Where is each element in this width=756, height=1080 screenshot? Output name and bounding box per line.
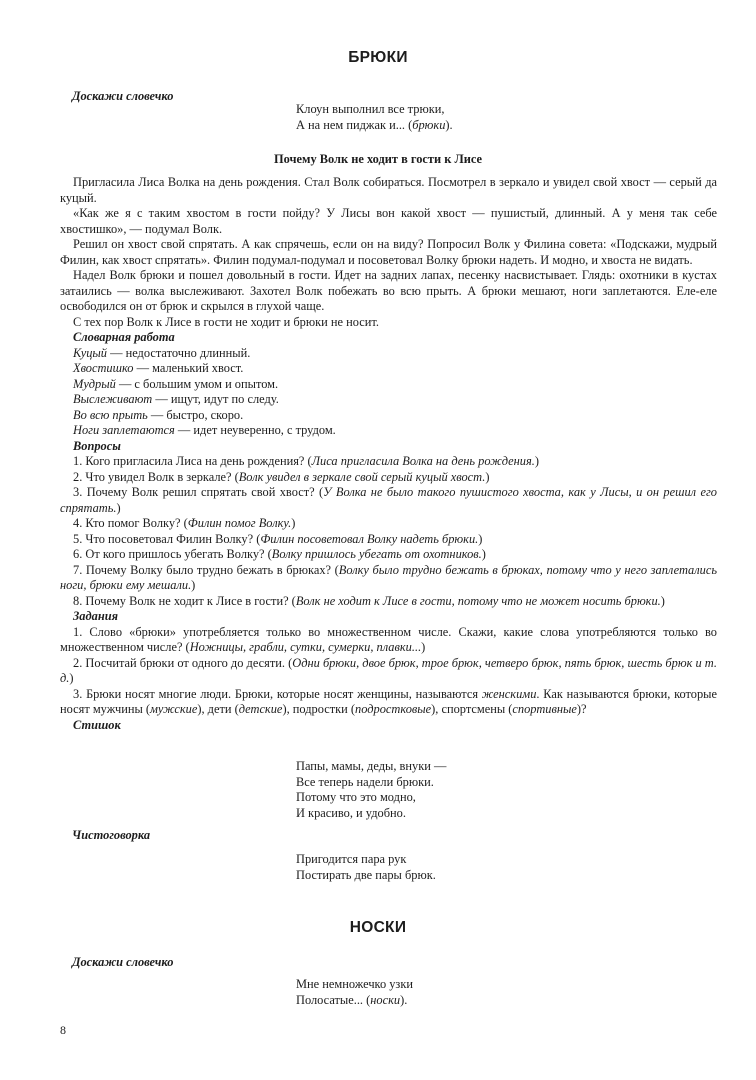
story-paragraph: Пригласила Лиса Волка на день рождения. Стал Волк собираться. Посмотрел в зеркало и увидел свой хвост — серый да куцый. [60, 175, 717, 205]
tasks-heading: Задания [73, 609, 118, 623]
section-title-bryuki: БРЮКИ [348, 49, 408, 66]
poem-line: Папы, мамы, деды, внуки — [296, 759, 447, 773]
riddle-line: Клоун выполнил все трюки, [296, 102, 445, 116]
section-title-noski: НОСКИ [349, 919, 407, 936]
story-body [60, 175, 717, 733]
story-paragraph: Решил он хвост свой спрятать. А как спрячешь, если он на виду? Попросил Волк у Филина совета: «Подскажи, мудрый Филин, как хвост спрятать». Филин подумал-подумал и посоветовал Волку брюки надеть. И модно, и хвоста не видать. [60, 237, 717, 267]
vocab-item: Выслеживают — ищут, идут по следу. [73, 392, 279, 406]
questions-heading: Вопросы [73, 438, 121, 453]
riddle-bryuki [296, 102, 453, 133]
poem-line: Потому что это модно, [296, 790, 416, 804]
tongue-twister [296, 852, 436, 883]
story-title: Почему Волк не ходит в гости к Лисе [274, 152, 482, 166]
riddle-noski [296, 977, 413, 1008]
vocab-item: Во всю прыть — быстро, скоро. [73, 407, 244, 422]
story-paragraph: Надел Волк брюки и пошел довольный в гости. Идет на задних лапах, песенку насвистывает. Глядь: охотники в кустах затаились — волка выслеживают. Захотел Волк побежать во всю прыть. А брюки мешают, ноги заплетаются. Еле-еле освободился он от брюк и скрылся в глухой чаще. [60, 268, 717, 313]
question-item: 2. Что увидел Волк в зеркале? (Волк увидел в зеркале свой серый куцый хвост.) [73, 469, 490, 484]
riddle-line: Мне немножечко узки [296, 977, 413, 991]
poem-line: Все теперь надели брюки. [296, 774, 434, 789]
twister-line: Постирать две пары брюк. [296, 867, 436, 882]
poem-heading: Стишок [73, 717, 121, 732]
twister-line: Пригодится пара рук [296, 852, 407, 866]
story-paragraph: «Как же я с таким хвостом в гости пойду? У Лисы вон какой хвост — пушистый, длинный. А у меня так себе хвостишко», — подумал Волк. [60, 206, 717, 236]
page-number: 8 [60, 1023, 66, 1037]
riddle-line: Полосатые... (носки). [296, 992, 408, 1007]
question-item: 5. Что посоветовал Филин Волку? (Филин посоветовал Волку надеть брюки.) [73, 531, 483, 546]
question-item: 1. Кого пригласила Лиса на день рождения? (Лиса пригласила Волка на день рождения.) [73, 454, 539, 468]
task-item: 1. Слово «брюки» употребляется только во множественном числе. Скажи, какие слова употребляются только во множественном числе? (Ножницы, грабли, сутки, сумерки, плавки...) [60, 624, 717, 654]
vocab-item: Куцый — недостаточно длинный. [73, 345, 251, 360]
vocab-item: Мудрый — с большим умом и опытом. [73, 376, 279, 391]
task-item: 3. Брюки носят многие люди. Брюки, которые носят женщины, называются женскими. Как называются брюки, которые носят мужчины (мужские), дети (детские), подростки (подростковые), спортсмены (спортивные)? [60, 686, 717, 716]
vocab-item: Хвостишко — маленький хвост. [73, 361, 244, 375]
question-item: 4. Кто помог Волку? (Филин помог Волку.) [73, 516, 296, 530]
lead-doskazhi-slovechko: Доскажи словечко [72, 89, 174, 103]
question-item: 8. Почему Волк не ходит к Лисе в гости? (Волк не ходит к Лисе в гости, потому что не может носить брюки.) [73, 593, 665, 608]
poem [296, 759, 446, 821]
story-paragraph: С тех пор Волк к Лисе в гости не ходит и брюки не носит. [73, 314, 379, 329]
question-item: 3. Почему Волк решил спрятать свой хвост? (У Волка не было такого пушистого хвоста, как у Лисы, и он решил его спрятать.) [60, 485, 717, 515]
poem-line: И красиво, и удобно. [296, 805, 406, 820]
vocab-item: Ноги заплетаются — идет неуверенно, с трудом. [73, 423, 336, 437]
question-item: 7. Почему Волку было трудно бежать в брюках? (Волку было трудно бежать в брюках, потому что у него заплетались ноги, брюки ему мешали.) [60, 562, 717, 592]
question-item: 6. От кого пришлось убегать Волку? (Волку пришлось убегать от охотников.) [73, 547, 486, 561]
lead-doskazhi-slovechko-2: Доскажи словечко [72, 955, 174, 969]
task-item: 2. Посчитай брюки от одного до десяти. (Одни брюки, двое брюк, трое брюк, четверо брюк, пять брюк, шесть брюк и т. д.) [60, 655, 717, 685]
riddle-line: А на нем пиджак и... (брюки). [296, 117, 453, 132]
vocab-heading: Словарная работа [73, 330, 175, 344]
twister-heading: Чистоговорка [72, 828, 151, 842]
